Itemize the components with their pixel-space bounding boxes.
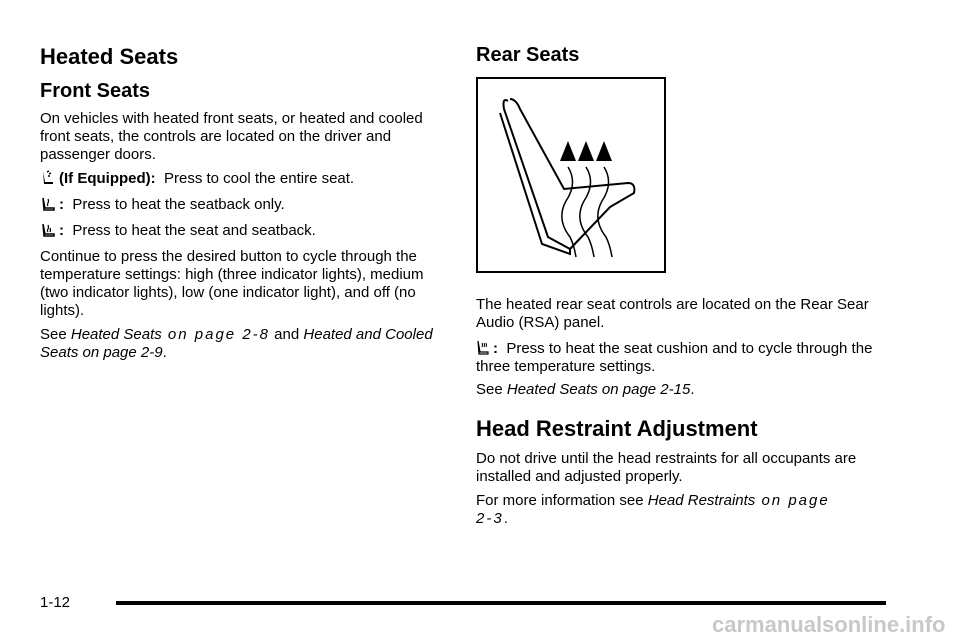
page-number: 1-12 — [40, 594, 71, 611]
footer-rule — [116, 601, 886, 605]
head-restraint-text: Do not drive until the head restraints for all occupants are installed and adjusted properly. — [476, 450, 857, 485]
see-prefix: See — [40, 326, 71, 343]
section-title-rear-seats: Rear Seats — [476, 44, 580, 66]
watermark: carmanualsonline.info — [712, 612, 946, 637]
item-text: Press to heat the seat and seatback. — [72, 222, 316, 239]
item-label: : — [59, 196, 64, 213]
section-title-front-seats: Front Seats — [40, 80, 151, 102]
item-label: : — [493, 340, 498, 357]
section-title-head-restraint: Head Restraint Adjustment — [476, 416, 758, 441]
head-restraint-see-also: For more information see Head Restraints on page 2-3. — [476, 492, 830, 527]
cycle-instructions: Continue to press the desired button to cycle through the temperature settings: high (three indicator lights), medium (two indicator lights), low (one indicator light), and off (no lights). — [40, 248, 424, 319]
item-heated-seatback — [40, 196, 450, 214]
item-text: Press to cool the entire seat. — [164, 170, 355, 187]
front-seats-see-also: See Heated Seats on page 2-8 and Heated and Cooled Seats on page 2-9. — [40, 326, 433, 361]
heated-seat-icon — [40, 222, 56, 238]
ref-head-restraints-link[interactable]: Head Restraints on page 2-3 — [476, 492, 830, 527]
ref-rear-heated-seats-link[interactable]: Heated Seats on page 2-15 — [506, 381, 691, 398]
heated-seatback-icon — [40, 196, 56, 212]
ref-heated-cooled-seats-link[interactable]: Heated and Cooled Seats on page 2-9 — [40, 326, 433, 361]
item-text: Press to heat the seatback only. — [72, 196, 285, 213]
page-title: Heated Seats — [40, 44, 179, 69]
item-cooled-seat — [40, 170, 450, 188]
cooled-seat-icon — [40, 170, 56, 186]
item-heated-seat — [40, 222, 450, 240]
item-label: (If Equipped): — [59, 170, 156, 187]
item-label: : — [59, 222, 64, 239]
rear-heated-seat-icon — [476, 340, 490, 356]
ref-heated-seats-link[interactable]: Heated Seats on page 2-8 — [70, 326, 271, 343]
see-mid: and — [270, 326, 304, 343]
rear-seat-illustration — [476, 77, 666, 273]
front-seats-intro: On vehicles with heated front seats, or heated and cooled front seats, the controls are located on the driver and passenger doors. — [40, 110, 423, 163]
rear-seats-see-also: See Heated Seats on page 2-15. — [476, 381, 695, 398]
rear-seats-caption: The heated rear seat controls are located on the Rear Sear Audio (RSA) panel. — [476, 296, 869, 331]
item-text: Press to heat the seat cushion and to cycle through the three temperature settings. — [476, 340, 873, 375]
item-rear-heated-seat — [476, 340, 886, 376]
